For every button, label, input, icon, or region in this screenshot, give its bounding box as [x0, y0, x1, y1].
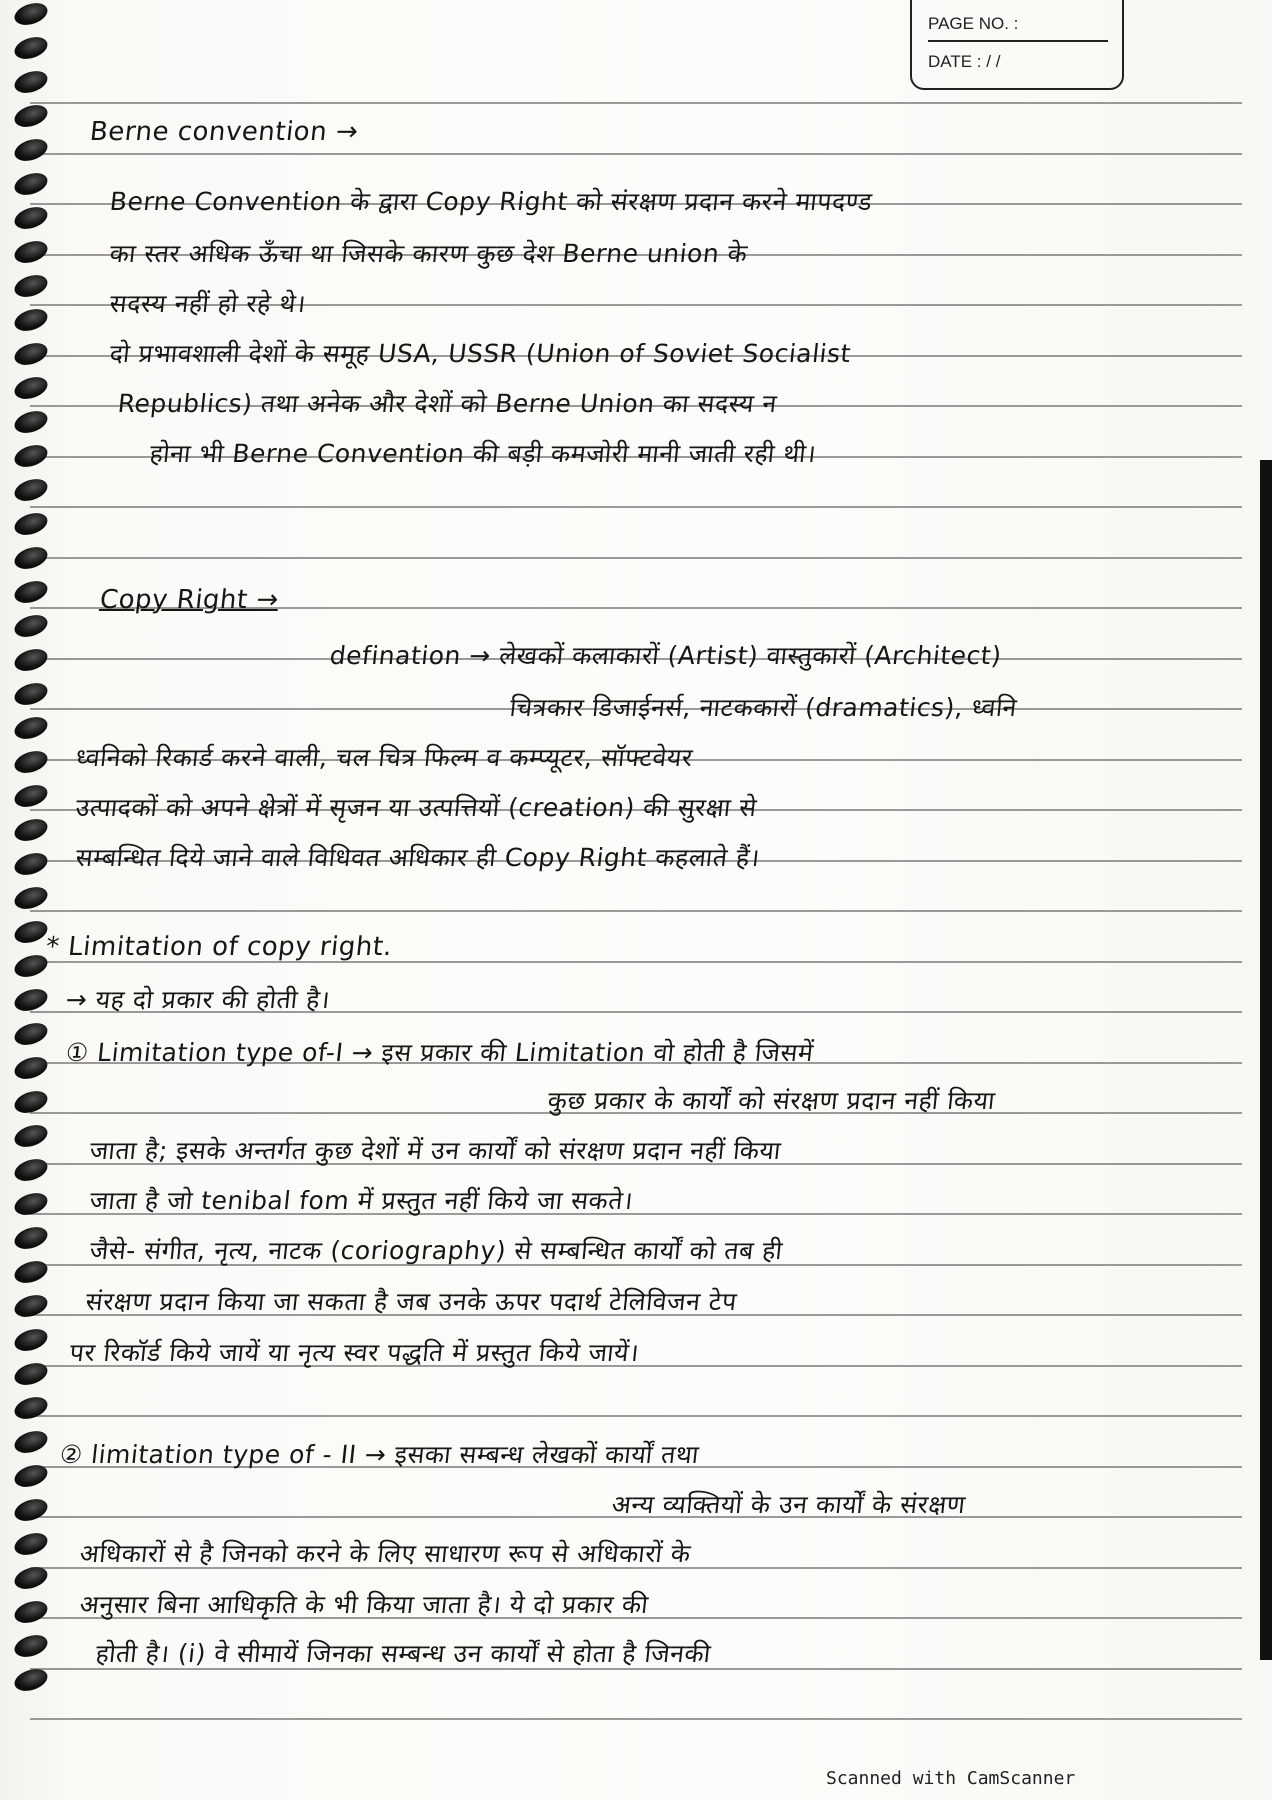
- text-line: सम्बन्धित दिये जाने वाले विधिवत अधिकार ही Copy Right कहलाते हैं।: [74, 843, 762, 872]
- heading-limitation: * Limitation of copy right.: [44, 932, 394, 962]
- text-line: कुछ प्रकार के कार्यों को संरक्षण प्रदान नहीं किया: [546, 1086, 997, 1115]
- spiral-ring: [12, 1563, 51, 1593]
- spiral-ring: [12, 135, 51, 165]
- text-line: ② limitation type of - II → इसका सम्बन्ध लेखकों कार्यों तथा: [58, 1440, 701, 1469]
- spiral-ring: [12, 1257, 51, 1287]
- text-line: जाता है जो tenibal fom में प्रस्तुत नहीं किये जा सकते।: [88, 1186, 635, 1215]
- spiral-binding: [0, 0, 60, 1710]
- spiral-ring: [12, 305, 51, 335]
- spiral-ring: [12, 0, 51, 29]
- ruled-line: [30, 1718, 1242, 1720]
- spiral-ring: [12, 33, 51, 63]
- spiral-ring: [12, 1189, 51, 1219]
- text-line: पर रिकॉर्ड किये जायें या नृत्य स्वर पद्धति में प्रस्तुत किये जायें।: [68, 1338, 641, 1367]
- text-line: उत्पादकों को अपने क्षेत्रों में सृजन या उत्पत्तियों (creation) की सुरक्षा से: [74, 793, 759, 822]
- spiral-ring: [12, 713, 51, 743]
- text-line: अनुसार बिना आधिकृति के भी किया जाता है। ये दो प्रकार की: [78, 1590, 650, 1619]
- spiral-ring: [12, 1325, 51, 1355]
- spiral-ring: [12, 373, 51, 403]
- spiral-ring: [12, 169, 51, 199]
- spiral-ring: [12, 1121, 51, 1151]
- spiral-ring: [12, 679, 51, 709]
- spiral-ring: [12, 237, 51, 267]
- text-line: → यह दो प्रकार की होती है।: [64, 985, 332, 1014]
- spiral-ring: [12, 985, 51, 1015]
- spiral-ring: [12, 645, 51, 675]
- spiral-ring: [12, 271, 51, 301]
- spiral-ring: [12, 1665, 51, 1695]
- spiral-ring: [12, 1291, 51, 1321]
- spiral-ring: [12, 883, 51, 913]
- scanner-footer: Scanned with CamScanner: [826, 1768, 1076, 1789]
- text-line: अधिकारों से है जिनको करने के लिए साधारण रूप से अधिकारों के: [78, 1539, 693, 1568]
- text-line: जाता है; इसके अन्तर्गत कुछ देशों में उन कार्यों को संरक्षण प्रदान नहीं किया: [88, 1136, 783, 1165]
- spiral-ring: [12, 1359, 51, 1389]
- text-line: ध्वनिको रिकार्ड करने वाली, चल चित्र फिल्म व कम्प्यूटर, सॉफ्टवेयर: [74, 743, 695, 772]
- spiral-ring: [12, 67, 51, 97]
- text-line: जैसे- संगीत, नृत्य, नाटक (coriography) से सम्बन्धित कार्यों को तब ही: [88, 1236, 785, 1265]
- text-line: संरक्षण प्रदान किया जा सकता है जब उनके ऊपर पदार्थ टेलिविजन टेप: [84, 1287, 739, 1316]
- spiral-ring: [12, 441, 51, 471]
- heading-berne-convention: Berne convention →: [88, 117, 360, 147]
- text-line: होना भी Berne Convention की बड़ी कमजोरी मानी जाती रही थी।: [148, 439, 818, 468]
- spiral-ring: [12, 1087, 51, 1117]
- text-line: दो प्रभावशाली देशों के समूह USA, USSR (Union of Soviet Socialist: [108, 339, 853, 368]
- spiral-ring: [12, 1155, 51, 1185]
- text-line: Republics) तथा अनेक और देशों को Berne Union का सदस्य न: [116, 389, 779, 418]
- spiral-ring: [12, 509, 51, 539]
- spiral-ring: [12, 203, 51, 233]
- spiral-ring: [12, 1597, 51, 1627]
- ruled-line: [30, 910, 1242, 912]
- spiral-ring: [12, 1427, 51, 1457]
- spiral-ring: [12, 781, 51, 811]
- spiral-ring: [12, 815, 51, 845]
- text-line: Berne Convention के द्वारा Copy Right को संरक्षण प्रदान करने मापदण्ड: [108, 187, 874, 216]
- spiral-ring: [12, 1019, 51, 1049]
- ruled-line: [30, 102, 1242, 104]
- heading-copy-right: Copy Right →: [98, 585, 281, 615]
- spiral-ring: [12, 101, 51, 131]
- spiral-ring: [12, 1495, 51, 1525]
- text-line: होती है। (i) वे सीमायें जिनका सम्बन्ध उन कार्यों से होता है जिनकी: [94, 1639, 713, 1668]
- ruled-line: [30, 506, 1242, 508]
- ruled-line: [30, 1415, 1242, 1417]
- date-label: DATE : / /: [928, 52, 1001, 71]
- text-line: सदस्य नहीं हो रहे थे।: [108, 289, 308, 318]
- header-divider: [928, 40, 1108, 42]
- spiral-ring: [12, 475, 51, 505]
- text-line: का स्तर अधिक ऊँचा था जिसके कारण कुछ देश Berne union के: [108, 239, 750, 268]
- spiral-ring: [12, 1223, 51, 1253]
- text-line: defination → लेखकों कलाकारों (Artist) वास्तुकारों (Architect): [328, 641, 1004, 670]
- spiral-ring: [12, 543, 51, 573]
- spiral-ring: [12, 611, 51, 641]
- page-shadow-edge: [1260, 460, 1272, 1660]
- spiral-ring: [12, 849, 51, 879]
- spiral-ring: [12, 1053, 51, 1083]
- ruled-line: [30, 557, 1242, 559]
- page-no-label: PAGE NO. :: [928, 14, 1019, 33]
- spiral-ring: [12, 1631, 51, 1661]
- spiral-ring: [12, 577, 51, 607]
- spiral-ring: [12, 339, 51, 369]
- page-header-box: [910, 0, 1124, 90]
- spiral-ring: [12, 1393, 51, 1423]
- spiral-ring: [12, 407, 51, 437]
- text-line: ① Limitation type of-I → इस प्रकार की Limitation वो होती है जिसमें: [64, 1038, 816, 1067]
- ruled-line: [30, 153, 1242, 155]
- text-line: अन्य व्यक्तियों के उन कार्यों के संरक्षण: [610, 1490, 968, 1519]
- spiral-ring: [12, 917, 51, 947]
- spiral-ring: [12, 1461, 51, 1491]
- spiral-ring: [12, 747, 51, 777]
- text-line: चित्रकार डिजाईनर्स, नाटककारों (dramatics), ध्वनि: [508, 693, 1019, 722]
- spiral-ring: [12, 1529, 51, 1559]
